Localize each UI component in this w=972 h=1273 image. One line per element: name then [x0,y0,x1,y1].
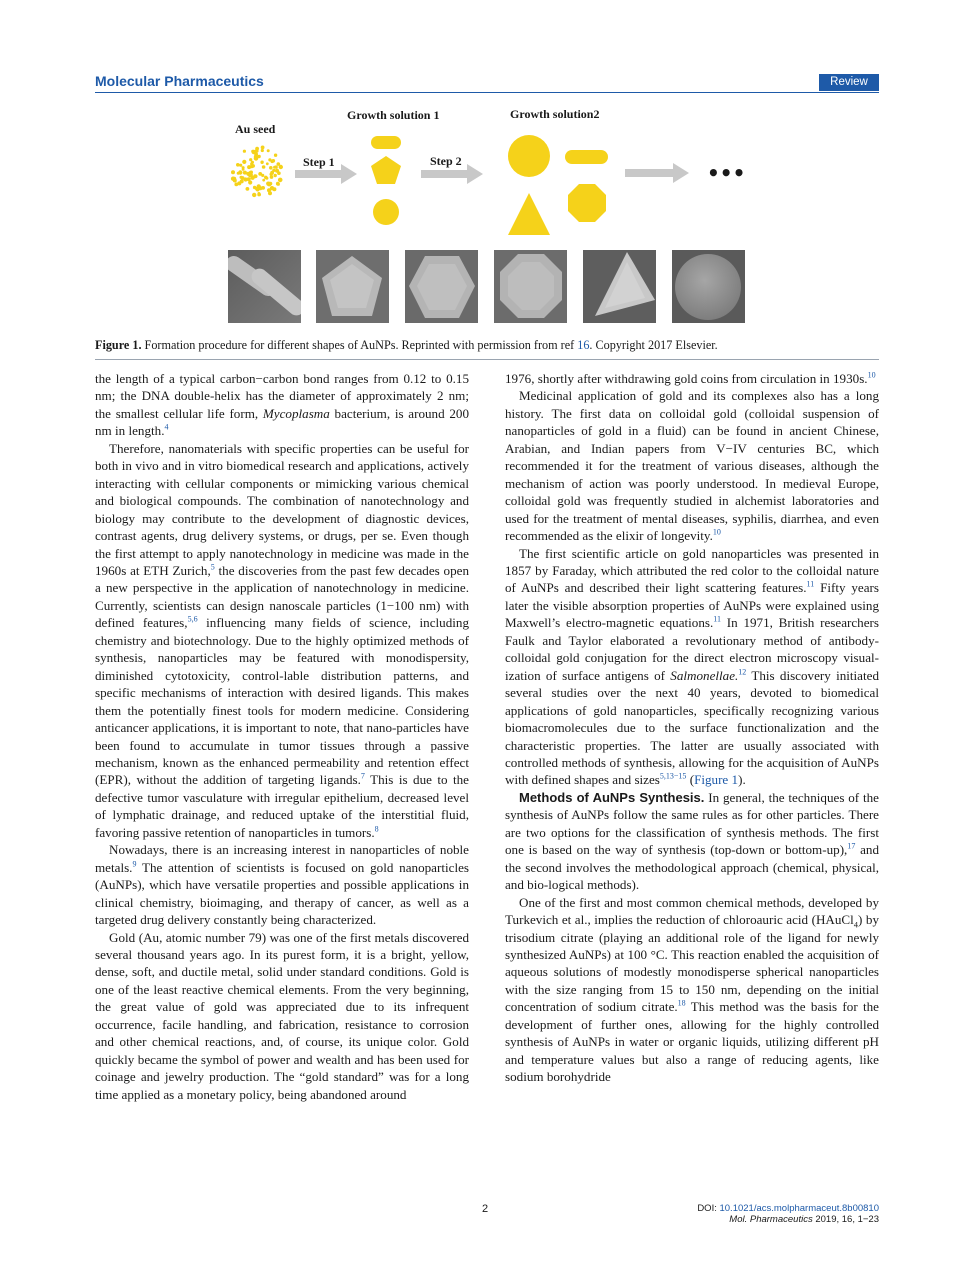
octagon-particle [568,184,606,222]
paragraph: the length of a typical carbon−carbon bond ranges from 0.12 to 0.15 nm; the DNA double-helix has the diameter of approximately 2 nm; the smallest cellular life form, Mycoplasma bacterium, is around 200 nm in length.$^4$ [95,371,469,439]
seed-dot [261,146,265,150]
seed-dot [270,175,274,179]
caption-label: Figure 1. [95,338,142,352]
seed-dot [247,165,251,169]
section-heading: Methods of AuNPs Synthesis. [519,789,705,805]
journal-abbreviation: Mol. Pharmaceutics [729,1214,813,1225]
journal-title[interactable]: Molecular Pharmaceutics [95,73,264,89]
seed-dot [251,161,254,164]
seed-dot [242,160,246,164]
micrograph-nanorods [228,250,301,323]
seed-dot [261,149,264,152]
citation-link[interactable]: 5 [210,562,215,572]
seed-dot [277,183,280,186]
step-3-arrow [625,163,689,183]
seed-dot [269,166,273,170]
micrograph-triangle [583,250,656,323]
seed-dot [255,147,259,151]
seed-dot [231,170,235,174]
seed-dot [262,179,265,182]
seed-dot [270,171,274,175]
seed-dot [234,183,238,187]
seed-dot [248,172,253,177]
seed-dot [272,159,276,163]
citation-link[interactable]: 10 [712,527,721,537]
seed-dot [252,193,256,197]
large-rod-particle [565,150,608,164]
seed-dot [236,163,240,167]
seed-dot [246,187,250,191]
citation-link[interactable]: 5,6 [187,614,198,624]
micrograph-octagon [494,250,567,323]
seed-dot [233,179,237,183]
sphere-particle-small [373,199,399,225]
seed-dot [278,178,283,183]
seed-dot [270,186,274,190]
seed-dot [238,170,242,174]
sphere-particle [374,160,398,184]
seed-dot [254,174,257,177]
seed-dot [258,187,261,190]
figure-1-link[interactable]: Figure 1 [694,772,739,788]
seed-dot [276,169,279,172]
paragraph: One of the first and most common chemical methods, developed by Turkevich et al., implies the reduction of chloroauric acid (HAuCl$_4$) by trisodium citrate (playing an additional role of the ligand for newly synthesized AuNPs) at 100 °C. This reaction enabled the acquisition of aqueous solutions of modestly monodisperse spherical nanoparticles with the size ranging from 15 to 150 nm, depending on the initial concentration of sodium citrate.$^{18}$ This method was the basis for the development of further ones, allowing for the highly controlled synthesis of AuNPs in water or organic liquids, utilizing different pH and temperature values but also a range of reducing agents, like sodium borohydride [505,894,879,1085]
article-type-badge: Review [819,74,879,91]
citation-link[interactable]: 10 [867,370,876,380]
label-growth-solution-2: Growth solution2 [510,107,600,121]
citation-link[interactable]: 9 [132,859,137,869]
triangle-particle [508,193,550,235]
paragraph: Nowadays, there is an increasing interest in nanoparticles of noble metals.$^9$ The attention of scientists is focused on gold nanoparticles (AuNPs), which have versatile properties and possible applications in clinical chemistry, bioimaging, and therapy of cancer, as well as a targeted drug delivery constantly being characterized. [95,842,469,928]
micrograph-sphere [672,250,745,323]
citation-link[interactable]: 12 [738,667,747,677]
citation-link[interactable]: 11 [713,614,721,624]
seed-dot [265,177,268,180]
label-step-2: Step 2 [430,154,462,168]
citation-link[interactable]: 5,13−15 [659,772,687,782]
figure-1 [95,100,879,332]
continuation-ellipsis: ••• [707,161,746,185]
citation-link[interactable]: 8 [374,824,379,834]
page-header [95,72,879,93]
micrograph-hexagon [405,250,478,323]
paragraph: The first scientific article on gold nanoparticles was presented in 1857 by Faraday, which attributed the red color to the colloidal nature of AuNPs and described their light scattering features.$^{11}$ Fifty years later the visible absorption properties of AuNPs were explained using Maxwell’s electro-magnetic equations.$^{11}$ In 1971, British researchers Faulk and Taylor elaborated a revolutionary method of antibody-colloidal gold conjugation for the direct electron microscopy visual-ization of surface antigens of Salmonellae.$^{12}$ This discovery initiated several studies over the next 40 years, devoted to biomedical applications of gold nanoparticles, specifically recognizing various biomacromolecules due to the surface functionalization and the characteristic properties. The latter are usually associated with controlled methods of synthesis, allowing for the acquisition of AuNPs with defined shapes and sizes$^{5,13-15}$ (Figure 1). [505,545,880,788]
seed-dot [274,165,277,168]
seed-dot [248,180,252,184]
doi-link[interactable]: 10.1021/acs.molpharmaceut.8b00810 [719,1203,879,1214]
seed-dot [277,162,281,166]
seed-dot [267,149,270,152]
seed-dot [253,186,256,189]
right-column [505,370,879,1086]
citation-link[interactable]: 17 [847,841,856,851]
gold-seed-dots [231,146,283,198]
paragraph: 1976, shortly after withdrawing gold coins from circulation in 1930s.$^{10}$ [505,370,876,386]
seed-dot [268,191,272,195]
growth-2-particles [508,135,608,235]
paragraph: Gold (Au, atomic number 79) was one of the first metals discovered several thousand years ago. In its purest form, it is a bright, yellow, dense, soft, and ductile metal, solid under standard conditions. Gold is one of the least reactive chemical elements. From the very beginning, the great value of gold was appreciated due to its infrequent occurrence, facile handling, and fabrication, resistance to corrosion and other chemical reactions, and, of course, its unique color. Gold quickly became the symbol of power and wealth and has been used for coinage and jewelry production. The “gold standard” was for a long time applied as a monetary policy, being abandoned around [95,929,469,1102]
page-number: 2 [482,1203,489,1215]
citation-link[interactable]: 7 [360,772,365,782]
caption-tail: . Copyright 2017 Elsevier. [589,338,718,352]
label-step-1: Step 1 [303,155,335,169]
seed-dot [242,168,245,171]
rod-particle [371,136,401,149]
citation-info: 2019, 16, 1−23 [812,1214,879,1225]
seed-dot [266,182,270,186]
left-column [95,370,469,1103]
figure-caption [95,338,879,360]
citation-link[interactable]: 4 [164,423,169,432]
caption-text: Formation procedure for different shapes of AuNPs. Reprinted with permission from ref [141,338,578,352]
growth-1-particles [371,136,401,225]
label-growth-solution-1: Growth solution 1 [347,108,440,122]
paragraph: Therefore, nanomaterials with specific properties can be useful for both in vivo and in vitro biomedical research and applications, actively interacting with cellular components or mimicking various chemical and biological compounds. The combination of nanotechnology and biology may contribute to the development of diagnostic devices, contrast agents, drug delivery systems, or drugs, per se. Even though the first attempt to apply nanotechnology in medicine was made in the 1960s at ETH Zurich,$^5$ the discoveries from the past few decades open a new perspective in the application of nanotechnology in medicine. Currently, scientists can design nanoscale particles (1−100 nm) with defined features,$^{5,6}$ influencing many fields of science, including chemistry and biotechnology. Due to the highly optimized methods of synthesis, nanoparticles may be featured with monodispersity, diminished cytotoxicity, control-lable distribution patterns, and specific mechanisms of interaction with desired ligands. This makes them the potentially finest tools for modern medicine. Considering anticancer applications, it is important to note, that nano-particles have been found to accumulate in tumor tissues through a passive mechanism, known as the enhanced permeability and retention effect (EPR), without the addition of targeting ligands.$^7$ This is due to the defective tumor vasculature with irregular epithelium, decreased level of lymphatic drainage, and reduced uptake of the interstitial fluid, favoring passive retention of nanoparticles in tumors.$^8$ [95,440,470,840]
seed-dot [258,193,261,196]
seed-dot [261,174,264,177]
seed-dot [243,150,246,153]
seed-dot [266,162,269,165]
seed-dot [274,154,277,157]
caption-ref-link[interactable]: 16 [577,338,590,352]
paragraph: Methods of AuNPs Synthesis. In general, the techniques of the synthesis of AuNPs follow the same rules as for other particles. There are two options for the classification of synthesis methods. The first one is based on the way of synthesis (top-down or bottom-up),$^{17}$ and the second involves the methodological approach (chemical, physical, and bio-logical methods). [505,789,879,893]
seed-dot [239,164,242,167]
seed-dot [252,150,257,155]
seed-dot [240,179,244,183]
large-sphere-particle [508,135,550,177]
seed-dot [262,165,266,169]
growth-scheme [95,100,879,250]
label-au-seed: Au seed [235,122,276,136]
seed-dot [274,174,277,177]
paragraph: Medicinal application of gold and its complexes also has a long history. The first data on colloidal gold (colloidal suspension of nanoparticles of gold in a fluid) can be found in ancient Chinese, Arabian, and Indian papers from V−IV centuries BC, which recommended it for the treatment of various diseases, although the mechanism of action was poorly understood. In medieval Europe, colloidal gold was frequently studied in alchemist laboratories and used for the treatment of mental diseases, syphilis, diarrhea, and even recommended as the elixir of longevity.$^{10}$ [505,388,879,544]
seed-dot [260,161,263,164]
seed-dot [243,171,247,175]
seed-dot [241,176,245,180]
citation-link[interactable]: 18 [677,998,686,1008]
micrograph-pentagon [316,250,389,323]
citation-link[interactable]: 11 [806,580,815,590]
footer-doi-block: DOI: 10.1021/acs.molpharmaceut.8b00810 Mol. Pharmaceutics 2019, 16, 1−23 [697,1203,879,1225]
